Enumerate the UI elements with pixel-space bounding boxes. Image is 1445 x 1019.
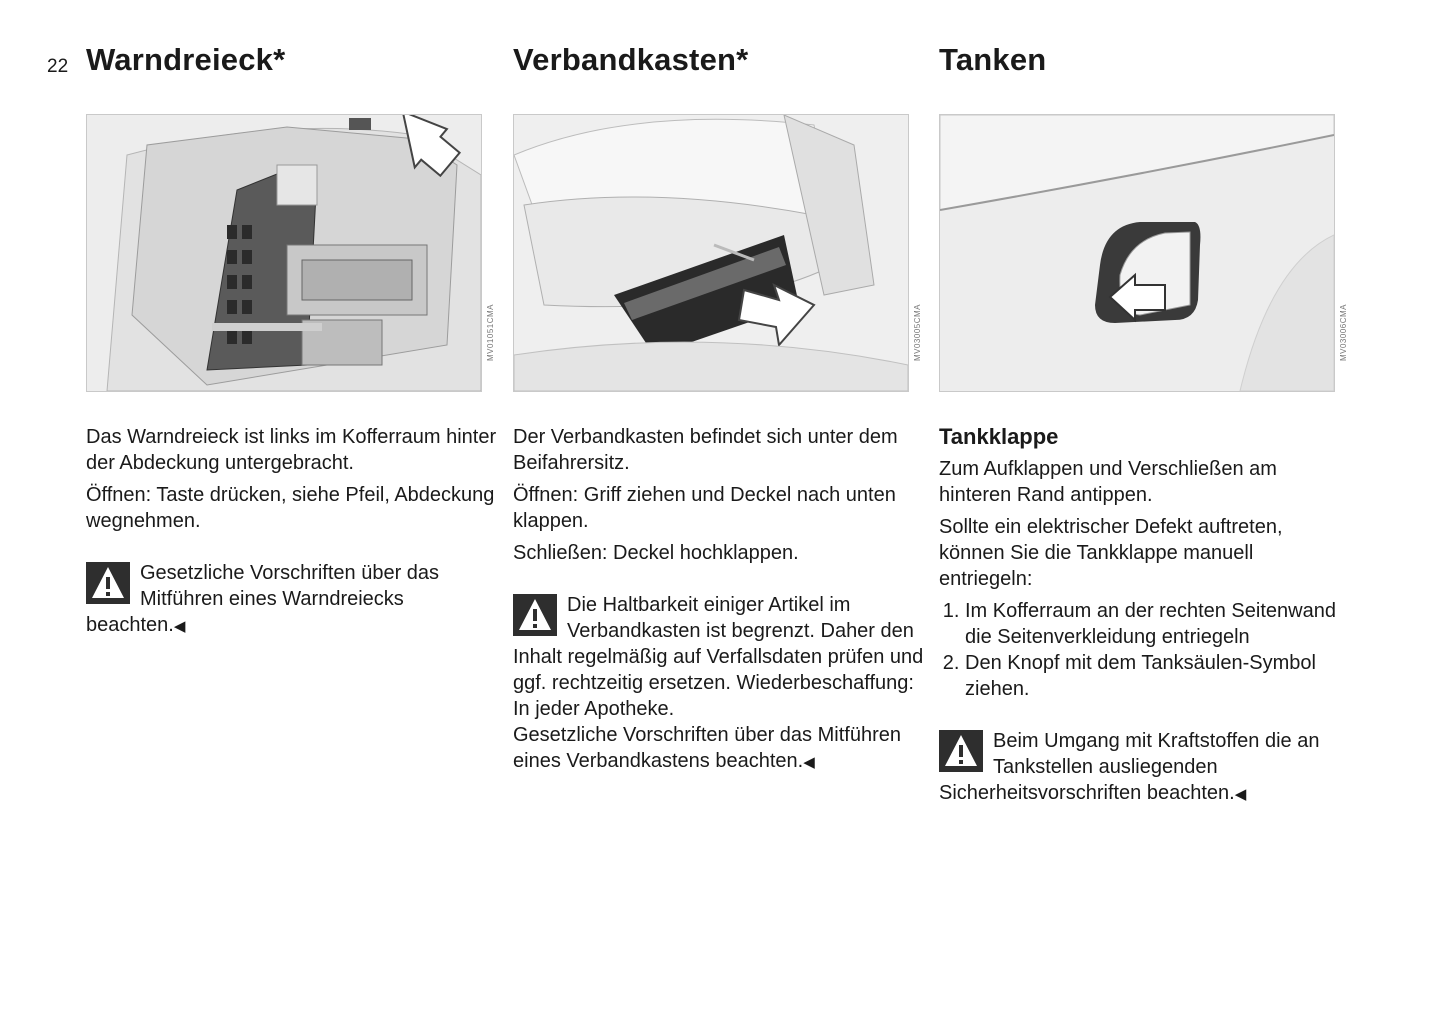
steps-list <box>939 598 1351 702</box>
warning-triangle-icon <box>939 730 983 772</box>
paragraph: Öffnen: Griff ziehen und Deckel nach unten klappen. <box>513 484 896 532</box>
list-item: 1. Im Kofferraum an der rechten Seitenwand die Seitenverkleidung entriegeln <box>965 598 1351 650</box>
warning-text: Gesetzliche Vorschriften über das Mitführen eines Verbandkastens beachten. <box>513 724 901 772</box>
warning-block <box>939 728 1351 808</box>
body-text-tanken <box>939 424 1351 808</box>
warning-block <box>86 560 498 640</box>
paragraph: Der Verbandkasten befindet sich unter dem Beifahrersitz. <box>513 426 898 474</box>
warning-text: Beim Umgang mit Kraftstoffen die an Tankstellen ausliegenden Sicherheitsvorschriften beachten. <box>939 730 1320 804</box>
body-text-warndreieck <box>86 424 498 640</box>
end-mark-icon: ◀ <box>803 754 815 771</box>
warning-block <box>513 592 925 776</box>
section-title-verbandkasten: Verbandkasten* <box>513 42 749 77</box>
section-title-tanken: Tanken <box>939 42 1047 77</box>
list-item: 2. Den Knopf mit dem Tanksäulen-Symbol ziehen. <box>965 650 1351 702</box>
image-code: MV03006CMA <box>1339 304 1348 362</box>
trunk-illustration <box>86 114 482 392</box>
image-code: MV01051CMA <box>486 304 495 362</box>
paragraph: Sollte ein elektrischer Defekt auftreten, können Sie die Tankklappe manuell entriegeln: <box>939 516 1283 590</box>
end-mark-icon: ◀ <box>173 618 186 635</box>
section-title-warndreieck: Warndreieck* <box>86 42 286 77</box>
subheading-tankklappe: Tankklappe <box>939 424 1059 449</box>
paragraph: Schließen: Deckel hochklappen. <box>513 542 799 564</box>
warning-triangle-icon <box>513 594 557 636</box>
page-number: 22 <box>47 56 69 77</box>
paragraph: Das Warndreieck ist links im Kofferraum hinter der Abdeckung untergebracht. <box>86 426 497 474</box>
seat-illustration <box>513 114 909 392</box>
end-mark-icon: ◀ <box>1234 786 1247 803</box>
paragraph: Öffnen: Taste drücken, siehe Pfeil, Abdeckung wegnehmen. <box>86 484 495 532</box>
image-code: MV03005CMA <box>913 304 922 362</box>
body-text-verbandkasten <box>513 424 925 776</box>
warning-text: Gesetzliche Vorschriften über das Mitführen eines Warndreiecks beachten. <box>86 562 440 636</box>
fuel-flap-illustration <box>939 114 1335 392</box>
paragraph: Zum Aufklappen und Verschließen am hinteren Rand antippen. <box>939 458 1277 506</box>
warning-text: Die Haltbarkeit einiger Artikel im Verbandkasten ist begrenzt. Daher den Inhalt regelmäßig auf Verfallsdaten prüfen und ggf. rechtzeitig ersetzen. Wiederbeschaffung: In jeder Apotheke. <box>513 594 924 720</box>
warning-triangle-icon <box>86 562 130 604</box>
